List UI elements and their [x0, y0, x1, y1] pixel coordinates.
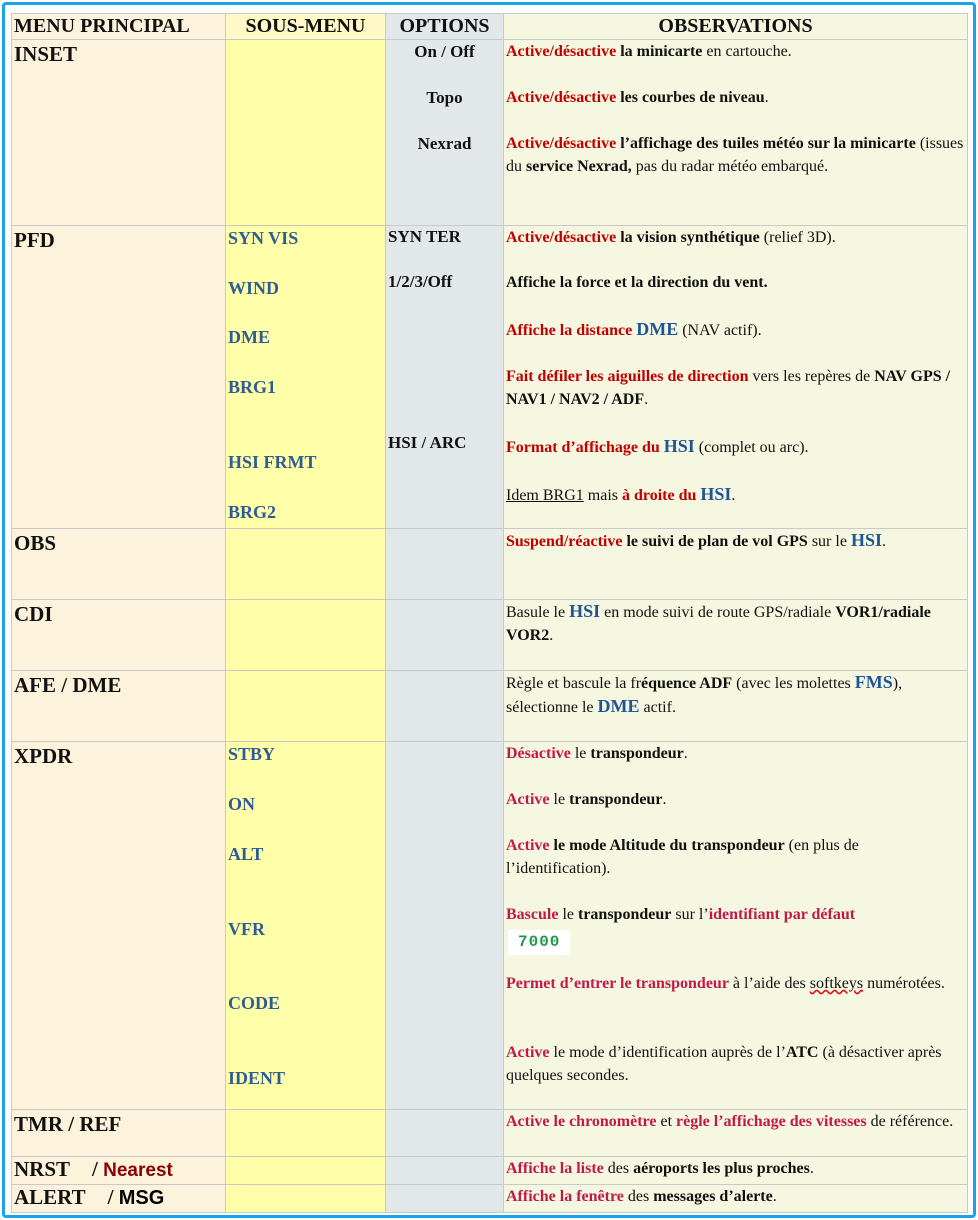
header-options: OPTIONS — [386, 14, 504, 40]
obs-pfd-synvis: Active/désactive la vision synthétique (relief 3D). — [506, 229, 836, 246]
submenu-hsi-frmt: HSI FRMT — [228, 452, 317, 472]
obs-pfd-hsi-format: Format d’affichage du HSI (complet ou arc). — [506, 436, 809, 456]
obs-alert: Affiche la fenêtre des messages d’alerte. — [506, 1188, 777, 1205]
submenu-brg1: BRG1 — [228, 377, 277, 397]
header-row — [12, 14, 968, 40]
menu-tmr-ref: TMR / REF — [14, 1112, 122, 1136]
submenu-brg2: BRG2 — [228, 502, 277, 522]
submenu-ident: IDENT — [228, 1068, 286, 1088]
table-row-afe-dme — [12, 671, 968, 742]
obs-pfd-brg2: Idem BRG1 mais à droite du HSI. — [506, 484, 736, 504]
menu-pfd: PFD — [14, 228, 55, 252]
table-row-inset — [12, 40, 968, 226]
obs-afe-dme: Règle et bascule la fréquence ADF (avec les molettes FMS), sélectionne le DME actif. — [506, 672, 903, 716]
obs-xpdr-ident: Active le mode d’identification auprès de l’ATC (à désactiver après quelques secondes. — [506, 1044, 942, 1084]
obs-xpdr-vfr: Bascule le transpondeur sur l’identifiant par défaut 7000 — [506, 903, 965, 955]
option-on-off: On / Off — [414, 42, 475, 61]
default-squawk-code: 7000 — [508, 930, 570, 955]
table-row-pfd — [12, 226, 968, 529]
header-sous-menu: SOUS-MENU — [226, 14, 386, 40]
table-row-tmr-ref — [12, 1110, 968, 1157]
menu-obs: OBS — [14, 531, 57, 555]
obs-xpdr-stby: Désactive le transpondeur. — [506, 745, 688, 762]
option-wind-modes: 1/2/3/Off — [388, 272, 453, 291]
submenu-vfr: VFR — [228, 919, 265, 939]
option-topo: Topo — [426, 88, 463, 107]
obs-xpdr-alt: Active le mode Altitude du transpondeur (en plus de l’identification). — [506, 837, 859, 877]
obs-tmr-ref: Active le chronomètre et règle l’affichage des vitesses de référence. — [506, 1113, 954, 1130]
submenu-dme: DME — [228, 327, 270, 347]
obs-cdi: Basule le HSI en mode suivi de route GPS/radiale VOR1/radiale VOR2. — [506, 601, 931, 644]
table-row-cdi — [12, 600, 968, 671]
submenu-alt: ALT — [228, 844, 264, 864]
obs-inset-topo: Active/désactive les courbes de niveau. — [506, 89, 769, 106]
option-nexrad: Nexrad — [417, 134, 472, 153]
submenu-code: CODE — [228, 993, 281, 1013]
header-observations: OBSERVATIONS — [504, 14, 968, 40]
menu-cdi: CDI — [14, 602, 53, 626]
table-row-nrst — [12, 1157, 968, 1185]
menu-inset: INSET — [14, 42, 78, 66]
obs-xpdr-on: Active le transpondeur. — [506, 791, 667, 808]
option-hsi-arc: HSI / ARC — [388, 433, 467, 452]
menu-alert: ALERT / MSG — [14, 1185, 165, 1209]
submenu-cell-empty — [226, 40, 386, 226]
menu-xpdr: XPDR — [14, 744, 73, 768]
obs-inset-nexrad: Active/désactive l’affichage des tuiles météo sur la minicarte (issues du service Nexrad, pas du radar météo embarqué. — [506, 135, 964, 175]
table-row-obs — [12, 529, 968, 600]
obs-pfd-dme: Affiche la distance DME (NAV actif). — [506, 319, 762, 339]
obs-inset-minicarte: Active/désactive la minicarte en cartouche. — [506, 43, 792, 60]
submenu-wind: WIND — [228, 278, 280, 298]
header-menu-principal: MENU PRINCIPAL — [12, 14, 226, 40]
obs-xpdr-code: Permet d’entrer le transpondeur à l’aide des softkeys numérotées. — [506, 975, 945, 992]
obs-nrst: Affiche la liste des aéroports les plus proches. — [506, 1160, 814, 1177]
submenu-stby: STBY — [228, 744, 276, 764]
menu-table — [11, 13, 968, 1213]
table-row-xpdr — [12, 742, 968, 1110]
table-row-alert — [12, 1185, 968, 1213]
obs-pfd-wind: Affiche la force et la direction du vent. — [506, 274, 768, 291]
menu-afe-dme: AFE / DME — [14, 673, 122, 697]
obs-pfd-brg1: Fait défiler les aiguilles de direction vers les repères de NAV GPS / NAV1 / NAV2 / ADF. — [506, 368, 951, 408]
submenu-on: ON — [228, 794, 255, 814]
option-syn-ter: SYN TER — [388, 227, 461, 246]
obs-obs-row: Suspend/réactive le suivi de plan de vol GPS sur le HSI. — [506, 530, 886, 550]
submenu-syn-vis: SYN VIS — [228, 228, 299, 248]
menu-nrst: NRST / Nearest — [14, 1157, 173, 1181]
